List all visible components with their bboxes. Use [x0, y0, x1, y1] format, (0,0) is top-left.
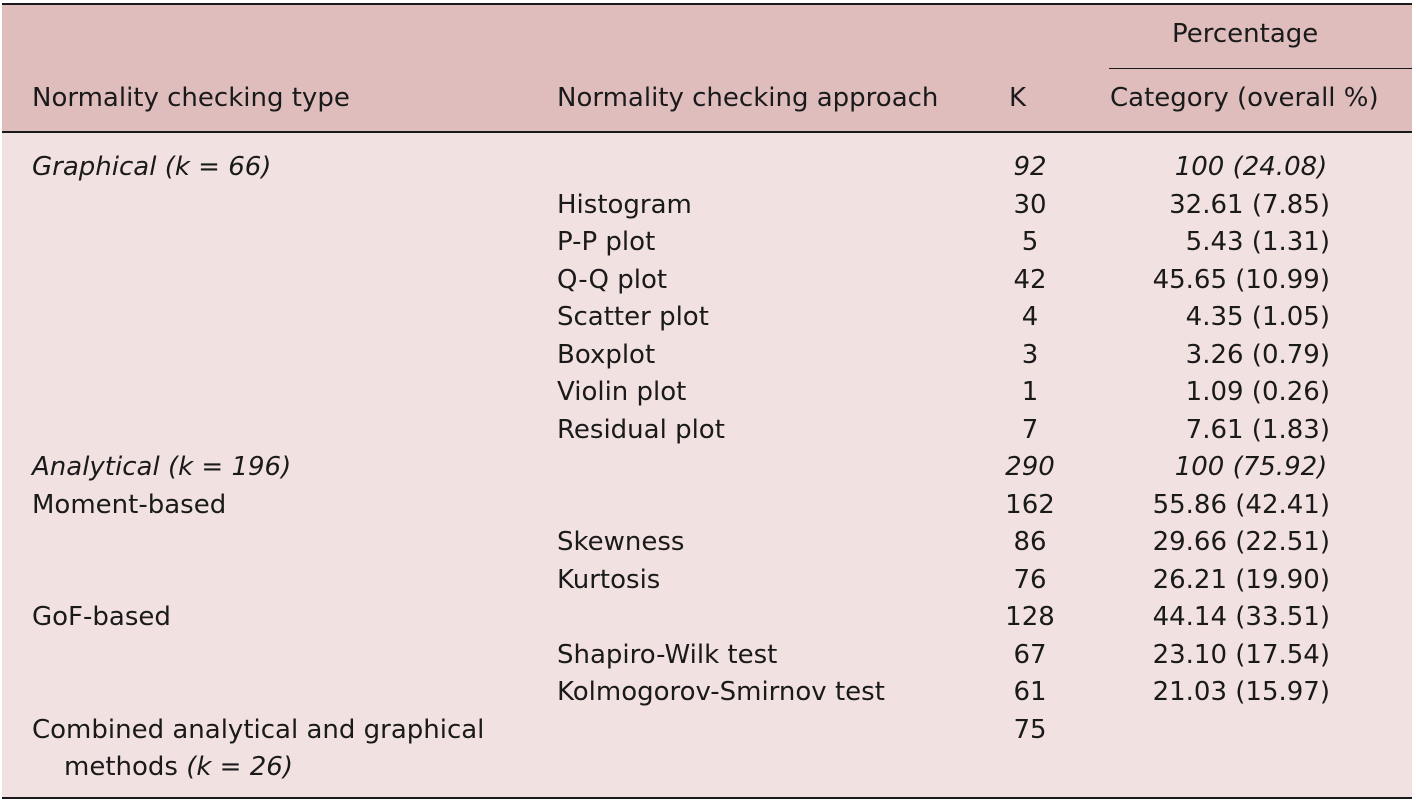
cell-type-line2-plain: methods — [64, 752, 187, 782]
cell-type: Moment-based — [32, 489, 227, 520]
cell-approach: P-P plot — [557, 227, 656, 257]
cell-k: 4 — [1021, 302, 1039, 332]
cell-approach: Residual plot — [557, 414, 725, 445]
table-row — [2, 224, 1412, 262]
table-row — [2, 487, 1412, 525]
cell-type: GoF-based — [32, 602, 171, 632]
cell-approach: Kolmogorov-Smirnov test — [557, 677, 885, 707]
header-type: Normality checking type — [32, 83, 350, 113]
cell-percentage: 21.03 (15.97) — [1152, 677, 1330, 707]
cell-k: 1 — [1021, 377, 1039, 407]
cell-k: 75 — [1013, 714, 1047, 745]
cell-k: 162 — [1005, 489, 1055, 520]
header-category: Category (overall %) — [1110, 83, 1379, 113]
table-row — [2, 337, 1412, 375]
cell-percentage: 3.26 (0.79) — [1185, 339, 1330, 370]
cell-k: 92 — [1013, 152, 1047, 182]
table-row-combined — [2, 712, 1412, 792]
cell-type: Graphical (k = 66) — [32, 152, 272, 182]
data-table — [2, 3, 1412, 799]
cell-approach: Scatter plot — [557, 302, 709, 332]
cell-approach: Histogram — [557, 189, 692, 220]
cell-k: 290 — [1005, 452, 1055, 482]
cell-type: Analytical (k = 196) — [32, 452, 292, 482]
table-row — [2, 599, 1412, 637]
cell-percentage: 23.10 (17.54) — [1152, 639, 1330, 670]
cell-k: 7 — [1021, 414, 1039, 445]
table-row — [2, 524, 1412, 562]
cell-approach: Shapiro-Wilk test — [557, 639, 778, 670]
table-body — [2, 149, 1412, 792]
cell-k: 76 — [1013, 564, 1047, 595]
cell-k: 3 — [1021, 339, 1039, 370]
cell-percentage: 7.61 (1.83) — [1185, 414, 1330, 445]
cell-percentage: 44.14 (33.51) — [1152, 602, 1330, 632]
table-header — [2, 5, 1412, 133]
cell-percentage: 45.65 (10.99) — [1152, 264, 1330, 295]
cell-approach: Q-Q plot — [557, 264, 668, 295]
header-approach: Normality checking approach — [557, 83, 939, 113]
cell-approach: Boxplot — [557, 339, 656, 370]
table-row — [2, 187, 1412, 225]
cell-k: 30 — [1013, 189, 1047, 220]
header-k: K — [1009, 83, 1027, 113]
table-row — [2, 674, 1412, 712]
cell-k: 67 — [1013, 639, 1047, 670]
cell-percentage: 100 (75.92) — [1174, 452, 1328, 482]
table-row — [2, 412, 1412, 450]
table-row — [2, 299, 1412, 337]
cell-percentage: 5.43 (1.31) — [1185, 227, 1330, 257]
cell-k: 128 — [1005, 602, 1055, 632]
cell-type-line2 — [64, 749, 293, 787]
table-row — [2, 637, 1412, 675]
cell-type-line2-italic: (k = 26) — [186, 752, 293, 782]
cell-percentage: 29.66 (22.51) — [1152, 527, 1330, 557]
cell-k: 86 — [1013, 527, 1047, 557]
cell-percentage: 26.21 (19.90) — [1152, 564, 1330, 595]
cell-approach: Violin plot — [557, 377, 687, 407]
cell-type-line1: Combined analytical and graphical — [32, 714, 485, 745]
cell-k: 42 — [1013, 264, 1047, 295]
header-percentage: Percentage — [1172, 19, 1319, 49]
cell-percentage: 32.61 (7.85) — [1169, 189, 1330, 220]
cell-percentage: 1.09 (0.26) — [1185, 377, 1330, 407]
cell-percentage: 55.86 (42.41) — [1152, 489, 1330, 520]
cell-approach: Skewness — [557, 527, 685, 557]
cell-k: 5 — [1021, 227, 1039, 257]
table-row — [2, 262, 1412, 300]
cell-percentage: 100 (24.08) — [1174, 152, 1328, 182]
cell-k: 61 — [1013, 677, 1047, 707]
table-row — [2, 149, 1412, 187]
table-row — [2, 449, 1412, 487]
percentage-rule — [1109, 68, 1412, 69]
table-row — [2, 374, 1412, 412]
table-row — [2, 562, 1412, 600]
cell-percentage: 4.35 (1.05) — [1185, 302, 1330, 332]
cell-approach: Kurtosis — [557, 564, 661, 595]
